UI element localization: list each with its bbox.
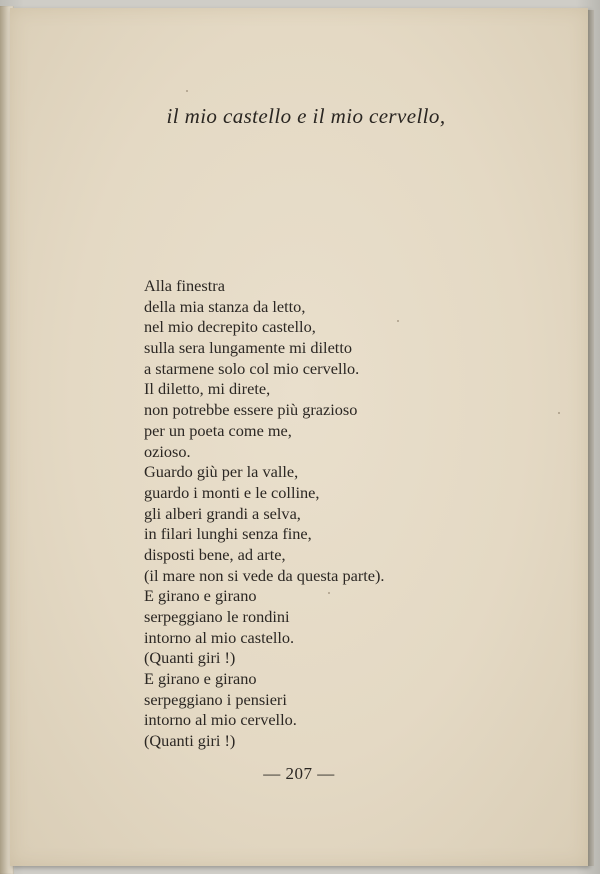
- paper-speck: [397, 320, 399, 322]
- page-edge-right: [588, 10, 594, 866]
- poem-line: ozioso.: [144, 441, 191, 461]
- poem-line: sulla sera lungamente mi diletto: [144, 338, 352, 358]
- poem-line: a starmene solo col mio cervello.: [144, 358, 360, 378]
- poem-line: Il diletto, mi direte,: [144, 379, 271, 399]
- poem-body: [144, 276, 385, 752]
- poem-title: il mio castello e il mio cervello,: [166, 104, 446, 128]
- poem-line: guardo i monti e le colline,: [144, 482, 320, 502]
- poem-line: E girano e girano: [144, 669, 257, 689]
- poem-line: nel mio decrepito castello,: [144, 317, 316, 337]
- poem-line: disposti bene, ad arte,: [144, 544, 286, 564]
- poem-line: per un poeta come me,: [144, 420, 292, 440]
- page-number: — 207 —: [263, 764, 335, 783]
- poem-line: serpeggiano le rondini: [144, 607, 290, 626]
- poem-line: (il mare non si vede da questa parte).: [144, 565, 385, 585]
- poem-line: non potrebbe essere più grazioso: [144, 400, 358, 420]
- poem-line: intorno al mio cervello.: [144, 710, 297, 730]
- poem-line: gli alberi grandi a selva,: [144, 503, 301, 523]
- book-page: [10, 8, 588, 866]
- poem-line: serpeggiano i pensieri: [144, 689, 287, 709]
- poem-line: (Quanti giri !): [144, 731, 236, 751]
- poem-line: (Quanti giri !): [144, 648, 236, 668]
- poem-line: Guardo giù per la valle,: [144, 462, 299, 482]
- paper-speck: [186, 90, 188, 92]
- poem-line: intorno al mio castello.: [144, 627, 295, 647]
- poem-line: in filari lunghi senza fine,: [144, 524, 312, 544]
- paper-speck: [328, 592, 330, 594]
- poem-line: E girano e girano: [144, 586, 257, 606]
- paper-speck: [558, 412, 560, 414]
- poem-line: Alla finestra: [144, 276, 225, 295]
- poem-line: della mia stanza da letto,: [144, 296, 306, 316]
